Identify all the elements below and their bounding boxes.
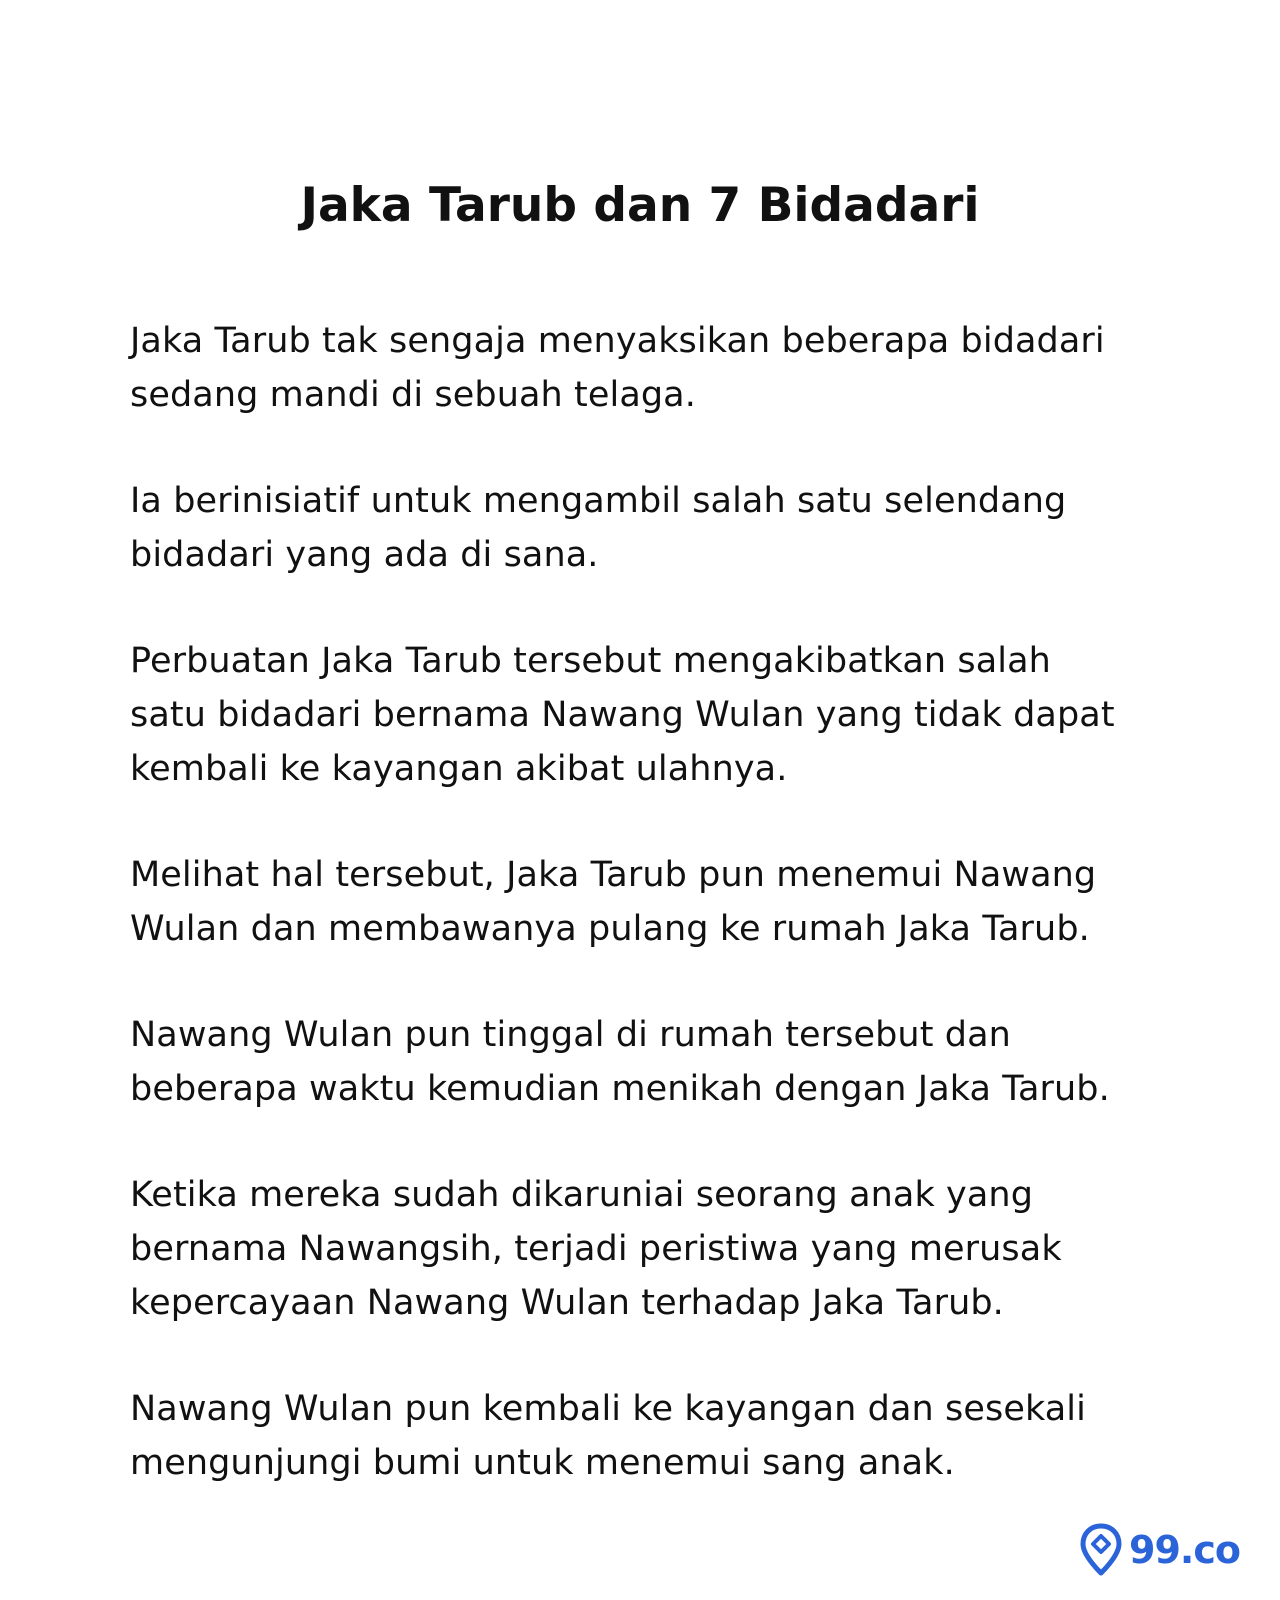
story-paragraph-1: Jaka Tarub tak sengaja menyaksikan beberapa bidadari sedang mandi di sebuah telaga. bbox=[130, 321, 1105, 415]
brand-logo bbox=[1079, 1520, 1240, 1580]
location-pin-logo-icon bbox=[1079, 1523, 1123, 1577]
story-body bbox=[130, 314, 1180, 1542]
story-paragraph-7: Nawang Wulan pun kembali ke kayangan dan sesekali mengunjungi bumi untuk menemui sang anak. bbox=[130, 1389, 1086, 1483]
story-paragraph-6: Ketika mereka sudah dikaruniai seorang anak yang bernama Nawangsih, terjadi peristiwa yang merusak kepercayaan Nawang Wulan terhadap Jaka Tarub. bbox=[130, 1175, 1062, 1323]
brand-logo-text: 99.co bbox=[1129, 1528, 1240, 1572]
story-paragraph-4: Melihat hal tersebut, Jaka Tarub pun menemui Nawang Wulan dan membawanya pulang ke rumah Jaka Tarub. bbox=[130, 855, 1097, 949]
story-paragraph-2: Ia berinisiatif untuk mengambil salah satu selendang bidadari yang ada di sana. bbox=[130, 481, 1067, 575]
story-paragraph-5: Nawang Wulan pun tinggal di rumah tersebut dan beberapa waktu kemudian menikah dengan Jaka Tarub. bbox=[130, 1015, 1110, 1109]
page-title: Jaka Tarub dan 7 Bidadari bbox=[300, 178, 980, 233]
story-paragraph-3: Perbuatan Jaka Tarub tersebut mengakibatkan salah satu bidadari bernama Nawang Wulan yang tidak dapat kembali ke kayangan akibat ulahnya. bbox=[130, 641, 1115, 789]
